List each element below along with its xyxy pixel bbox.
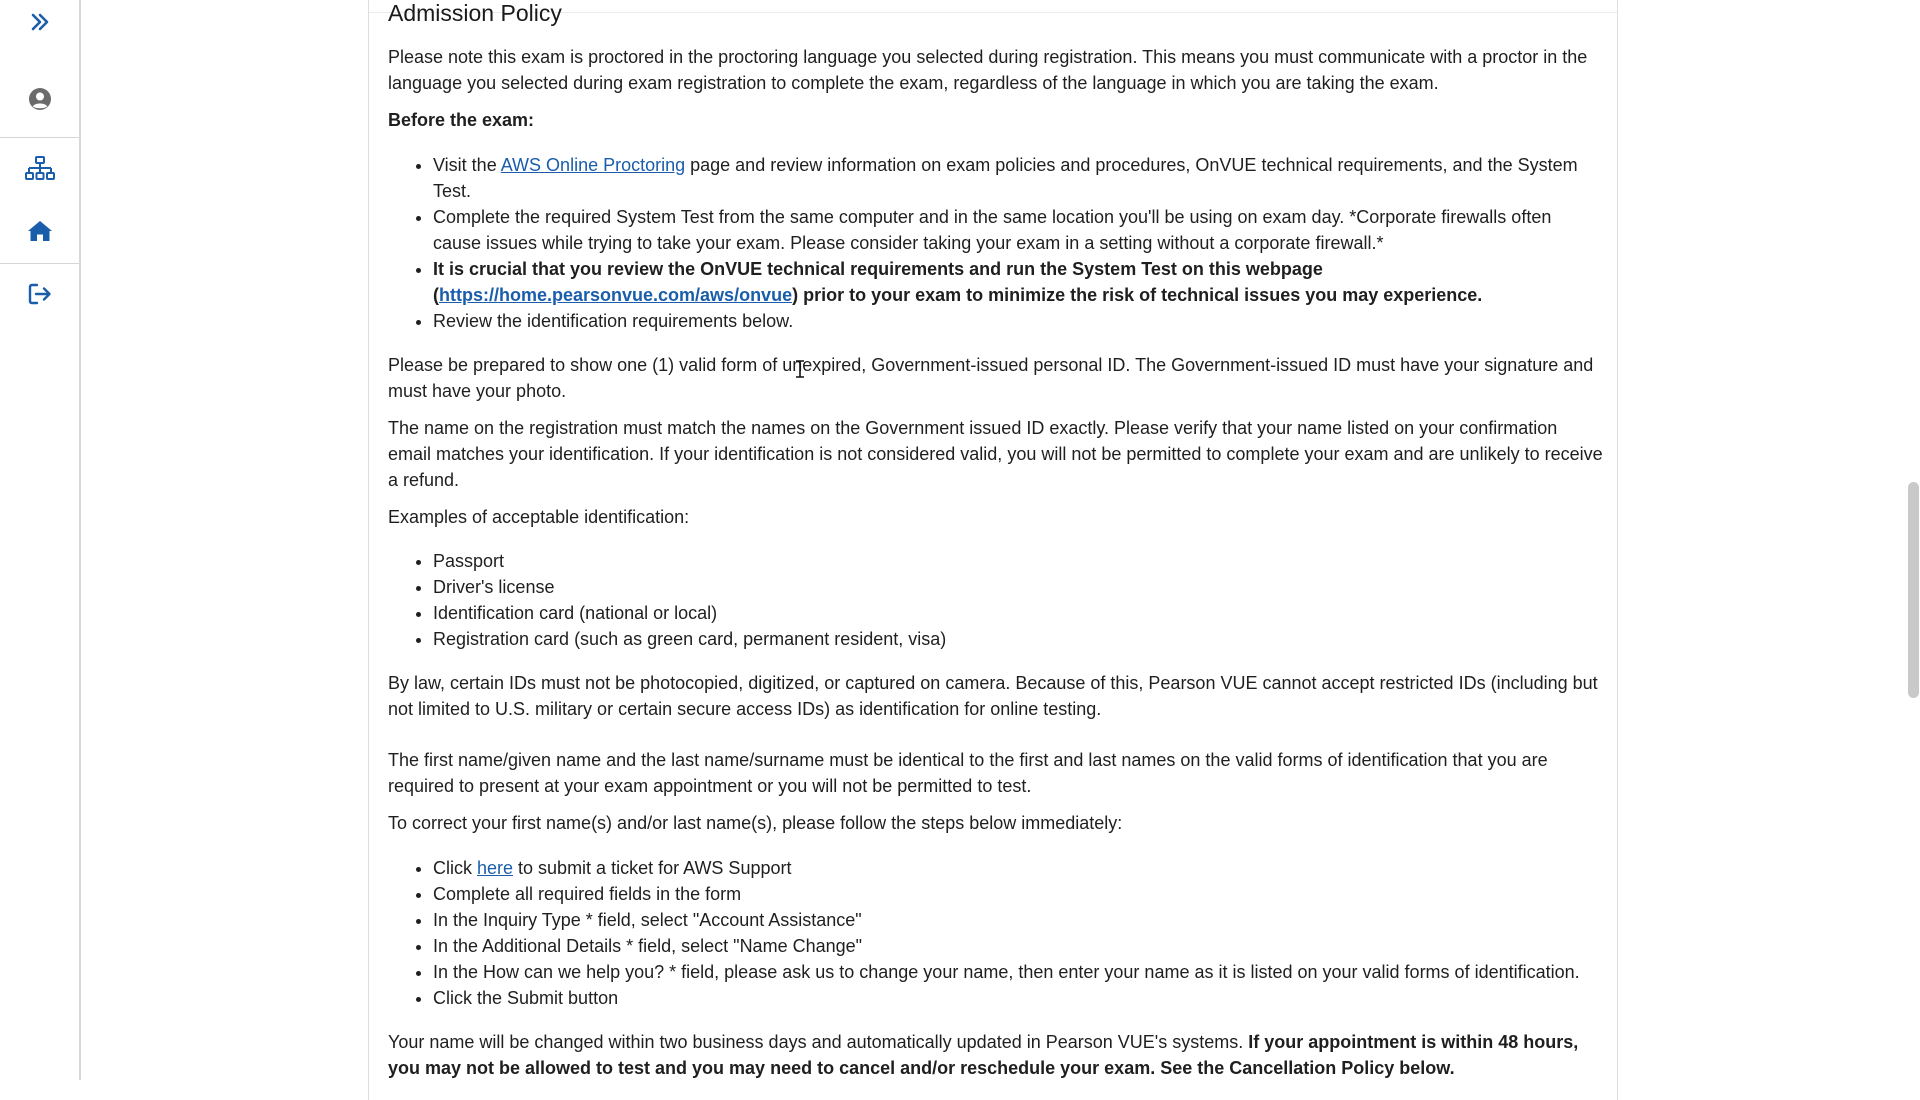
admission-policy-section bbox=[388, 0, 1604, 1081]
item-text: Visit the bbox=[433, 155, 501, 175]
item-text: page and review information on exam policies and procedures, OnVUE technical requirements, and the System Test. bbox=[433, 155, 1578, 201]
list-item bbox=[433, 152, 1604, 204]
home-icon bbox=[26, 219, 54, 243]
appointment-warning: If your appointment is within 48 hours, you may not be allowed to test and you may need to cancel and/or reschedule your exam. See the Cancellation Policy below. bbox=[388, 1032, 1579, 1078]
sitemap-button[interactable] bbox=[0, 141, 79, 197]
list-item: • In the Inquiry Type * field, select "Account Assistance" bbox=[433, 907, 1604, 933]
paragraph-text: Your name will be changed within two business days and automatically updated in Pearson VUE's systems. bbox=[388, 1032, 1249, 1052]
pearsonvue-onvue-link[interactable]: https://home.pearsonvue.com/aws/onvue bbox=[439, 285, 793, 305]
list-item: • Click the Submit button bbox=[433, 985, 1604, 1011]
user-circle-icon bbox=[28, 87, 52, 111]
proctoring-language-paragraph: Please note this exam is proctored in the proctoring language you selected during registration. This means you must communicate with a proctor in the language you selected during exam registration to complete the exam, regardless of the language in which you are taking the exam. bbox=[388, 47, 1588, 93]
list-item bbox=[433, 855, 1604, 881]
list-item bbox=[433, 256, 1604, 308]
list-item: • Passport bbox=[433, 548, 1604, 574]
id-requirement-paragraph: Please be prepared to show one (1) valid form of unexpired, Government-issued personal ID. The Government-issued ID must have your signature and must have your photo. bbox=[388, 355, 1594, 401]
aws-online-proctoring-link[interactable]: AWS Online Proctoring bbox=[500, 155, 686, 175]
sign-out-icon bbox=[27, 282, 53, 306]
name-match-paragraph: The name on the registration must match the names on the Government issued ID exactly. Please verify that your name listed on your confirmation email matches your identification. If your identification is not considered valid, you will not be permitted to complete your exam and are unlikely to receive a refund. bbox=[388, 418, 1603, 490]
sidebar-divider bbox=[0, 137, 79, 138]
list-item: • Complete the required System Test from the same computer and in the same location you'll be using on exam day. *Corporate firewalls often cause issues while trying to take your exam. Please consider taking your exam in a setting without a corporate firewall.* bbox=[433, 204, 1604, 256]
list-item: • Identification card (national or local) bbox=[433, 600, 1604, 626]
item-text: ) prior to your exam to minimize the risk of technical issues you may experience. bbox=[792, 285, 1483, 305]
before-exam-list bbox=[388, 152, 1604, 334]
restricted-ids-paragraph: By law, certain IDs must not be photocopied, digitized, or captured on camera. Because of this, Pearson VUE cannot accept restricted IDs (including but not limited to U.S. military or certain secure access IDs) as identification for online testing. bbox=[388, 673, 1598, 719]
section-heading: Admission Policy bbox=[388, 0, 562, 26]
list-item: • Registration card (such as green card, permanent resident, visa) bbox=[433, 626, 1604, 652]
list-item: • In the How can we help you? * field, please ask us to change your name, then enter your name as it is listed on your valid forms of identification. bbox=[433, 959, 1604, 985]
name-change-timing-paragraph bbox=[388, 1029, 1604, 1081]
home-button[interactable] bbox=[0, 203, 79, 259]
logout-button[interactable] bbox=[0, 266, 79, 322]
list-item: • Complete all required fields in the form bbox=[433, 881, 1604, 907]
double-chevron-right-icon bbox=[30, 13, 50, 31]
before-exam-label: Before the exam: bbox=[388, 110, 535, 130]
list-item: • Review the identification requirements below. bbox=[433, 308, 1604, 334]
examples-label: Examples of acceptable identification: bbox=[388, 507, 690, 527]
item-text: Click bbox=[433, 858, 477, 878]
acceptable-id-list bbox=[388, 548, 1604, 652]
sidebar bbox=[0, 0, 81, 1080]
name-correction-steps bbox=[388, 855, 1604, 1011]
list-item: • Driver's license bbox=[433, 574, 1604, 600]
profile-button[interactable] bbox=[0, 71, 79, 127]
submit-ticket-link[interactable]: here bbox=[477, 858, 514, 878]
sidebar-divider bbox=[0, 263, 79, 264]
item-text: to submit a ticket for AWS Support bbox=[513, 858, 792, 878]
scrollbar-thumb[interactable] bbox=[1908, 482, 1919, 698]
item-text: It is crucial that you review the OnVUE technical requirements and run the System Test on this webpage ( bbox=[433, 259, 1323, 305]
sitemap-icon bbox=[25, 156, 55, 182]
identical-names-paragraph: The first name/given name and the last name/surname must be identical to the first and last names on the valid forms of identification that you are required to present at your exam appointment or you will not be permitted to test. bbox=[388, 750, 1548, 796]
expand-sidebar-button[interactable] bbox=[0, 0, 79, 50]
list-item: • In the Additional Details * field, select "Name Change" bbox=[433, 933, 1604, 959]
correct-name-label: To correct your first name(s) and/or last name(s), please follow the steps below immediately: bbox=[388, 813, 1123, 833]
